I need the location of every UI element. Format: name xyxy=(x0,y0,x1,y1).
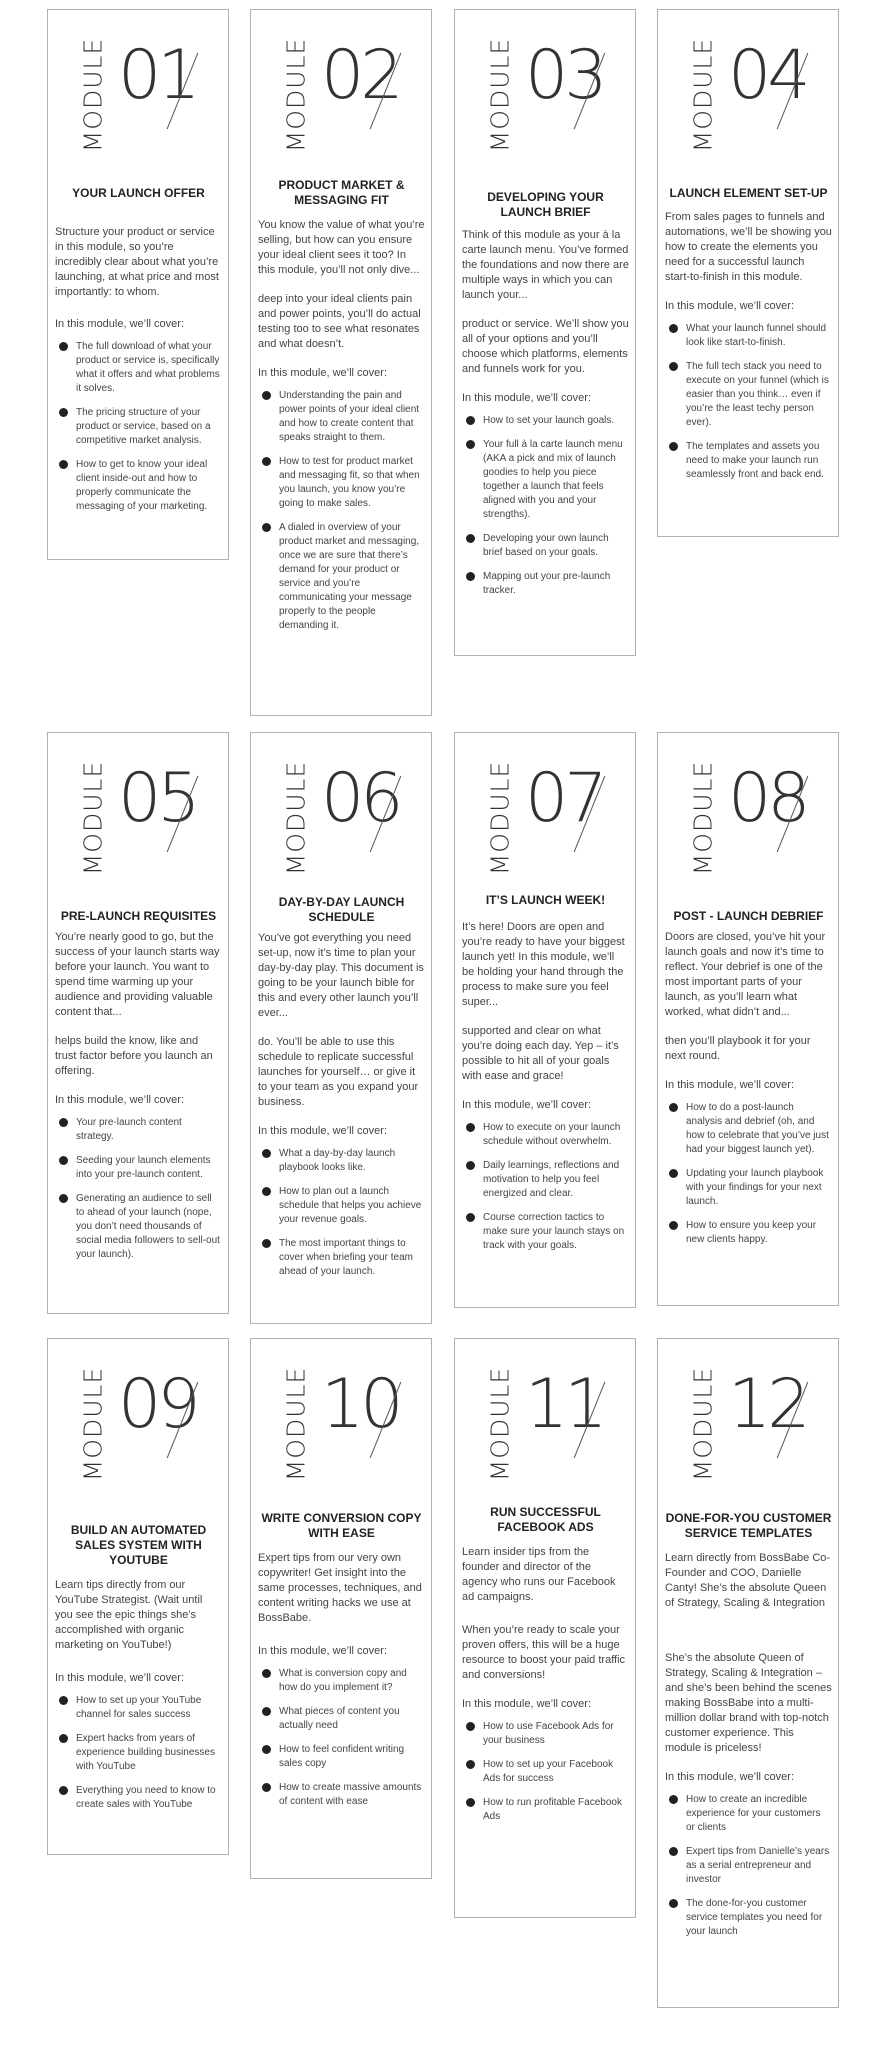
module-number: 12 xyxy=(728,1365,807,1444)
module-description: You know the value of what you’re selling, but how can you ensure your ideal client sees it too? In this module, you’ll not only dive... xyxy=(258,219,425,276)
module-description: Expert tips from our very own copywriter! Get insight into the same processes, techniques, and content writing hacks we use at BossBabe. xyxy=(258,1552,422,1624)
module-number: 08 xyxy=(728,759,807,838)
module-content xyxy=(658,1499,838,1939)
list-item: How to create an incredible experience for your customers or clients xyxy=(665,1793,832,1835)
cover-label: In this module, we’ll cover: xyxy=(462,392,591,404)
module-header xyxy=(455,10,635,170)
cover-label: In this module, we’ll cover: xyxy=(55,1094,184,1106)
module-description-cont: product or service. We’ll show you all of your options and you’ll choose which platforms, elements and funnels work for you. xyxy=(462,318,629,375)
module-header xyxy=(455,1339,635,1499)
cover-list xyxy=(258,389,425,633)
module-title: WRITE CONVERSION COPY WITH EASE xyxy=(261,1511,422,1540)
list-item: Daily learnings, reflections and motivation to help you feel energized and clear. xyxy=(462,1159,629,1201)
module-description: It’s here! Doors are open and you’re ready to have your biggest launch yet! In this module, we’ll be holding your hand through the process to make sure you feel super... xyxy=(462,921,625,1008)
cover-label: In this module, we’ll cover: xyxy=(258,1125,387,1137)
list-item: How to run profitable Facebook Ads xyxy=(462,1796,629,1824)
cover-label: In this module, we’ll cover: xyxy=(258,367,387,379)
module-title: BUILD AN AUTOMATED SALES SYSTEM WITH YOUTUBE xyxy=(70,1523,207,1567)
list-item: Seeding your launch elements into your pre-launch content. xyxy=(55,1154,222,1182)
module-description: Doors are closed, you’ve hit your launch goals and now it’s time to reflect. Your debrief is one of the most important parts of your launch, as you’ll learn what worked, what didn’t and... xyxy=(665,931,826,1018)
module-number: 10 xyxy=(321,1365,400,1444)
module-card-02 xyxy=(250,9,432,716)
module-header xyxy=(658,733,838,893)
cover-label: In this module, we’ll cover: xyxy=(55,1672,184,1684)
cover-list xyxy=(258,1147,425,1279)
list-item: The done-for-you customer service templates you need for your launch xyxy=(665,1897,832,1939)
module-title: POST - LAUNCH DEBRIEF xyxy=(673,909,824,923)
module-description: You’re nearly good to go, but the success of your launch starts way before your launch. You want to spend time warming up your audience and providing valuable content that... xyxy=(55,931,220,1018)
cover-label: In this module, we’ll cover: xyxy=(665,300,794,312)
module-title: PRE-LAUNCH REQUISITES xyxy=(60,909,217,923)
list-item: Expert hacks from years of experience building businesses with YouTube xyxy=(55,1732,222,1774)
module-card-12 xyxy=(657,1338,839,2008)
cover-list xyxy=(665,322,832,482)
module-card-01 xyxy=(47,9,229,560)
list-item: Your full à la carte launch menu (AKA a pick and mix of launch goodies to help you piece together a launch that feels aligned with you and your strengths). xyxy=(462,438,629,522)
cover-label: In this module, we’ll cover: xyxy=(462,1698,591,1710)
list-item: How to execute on your launch schedule without overwhelm. xyxy=(462,1121,629,1149)
module-card-06 xyxy=(250,732,432,1324)
module-label: MODULE xyxy=(688,37,718,153)
module-title: DAY-BY-DAY LAUNCH SCHEDULE xyxy=(278,895,405,924)
list-item: How to set your launch goals. xyxy=(462,414,629,428)
cover-list xyxy=(665,1793,832,1939)
list-item: What a day-by-day launch playbook looks like. xyxy=(258,1147,425,1175)
list-item: What your launch funnel should look like start-to-finish. xyxy=(665,322,832,350)
module-header xyxy=(48,1339,228,1499)
list-item: The most important things to cover when briefing your team ahead of your launch. xyxy=(258,1237,425,1279)
list-item: How to get to know your ideal client inside-out and how to properly communicate the messaging of your marketing. xyxy=(55,458,222,514)
module-title: DEVELOPING YOUR LAUNCH BRIEF xyxy=(487,190,604,219)
module-label: MODULE xyxy=(485,760,515,876)
module-content xyxy=(251,1499,431,1809)
cover-label: In this module, we’ll cover: xyxy=(55,318,184,330)
list-item: Expert tips from Danielle’s years as a serial entrepreneur and investor xyxy=(665,1845,832,1887)
module-label: MODULE xyxy=(78,37,108,153)
list-item: How to plan out a launch schedule that helps you achieve your revenue goals. xyxy=(258,1185,425,1227)
list-item: The full tech stack you need to execute on your funnel (which is easier than you think… even if you’re the least techy person ever). xyxy=(665,360,832,430)
module-card-07 xyxy=(454,732,636,1308)
module-label: MODULE xyxy=(485,37,515,153)
list-item: How to create massive amounts of content with ease xyxy=(258,1781,425,1809)
module-header xyxy=(251,10,431,170)
module-label: MODULE xyxy=(485,1366,515,1482)
module-label: MODULE xyxy=(281,760,311,876)
module-header xyxy=(658,1339,838,1499)
module-number: 05 xyxy=(118,759,197,838)
module-number: 03 xyxy=(525,36,604,115)
module-header xyxy=(251,1339,431,1499)
module-card-05 xyxy=(47,732,229,1314)
list-item: Updating your launch playbook with your findings for your next launch. xyxy=(665,1167,832,1209)
module-card-03 xyxy=(454,9,636,656)
module-content xyxy=(48,893,228,1262)
cover-list xyxy=(55,1116,222,1262)
module-label: MODULE xyxy=(688,760,718,876)
list-item: How to feel confident writing sales copy xyxy=(258,1743,425,1771)
list-item: Understanding the pain and power points of your ideal client and how to create content that speaks straight to them. xyxy=(258,389,425,445)
module-description: Learn insider tips from the founder and director of the agency who runs our Facebook ad campaigns. xyxy=(462,1546,616,1603)
cover-label: In this module, we’ll cover: xyxy=(665,1079,794,1091)
module-content xyxy=(455,170,635,598)
module-description-cont: helps build the know, like and trust factor before you launch an offering. xyxy=(55,1035,213,1077)
list-item: How to use Facebook Ads for your business xyxy=(462,1720,629,1748)
list-item: Course correction tactics to make sure your launch stays on track with your goals. xyxy=(462,1211,629,1253)
module-content xyxy=(48,170,228,514)
module-content xyxy=(658,893,838,1247)
module-card-11 xyxy=(454,1338,636,1918)
cover-label: In this module, we’ll cover: xyxy=(462,1099,591,1111)
cover-list xyxy=(665,1101,832,1247)
module-description: Think of this module as your à la carte launch menu. You’ve formed the foundations and now there are multiple ways in which you can launch your... xyxy=(462,229,629,301)
list-item: How to do a post-launch analysis and debrief (oh, and how to celebrate that you’ve just had your biggest launch yet). xyxy=(665,1101,832,1157)
module-header xyxy=(48,10,228,170)
module-description: Learn directly from BossBabe Co-Founder and COO, Danielle Canty! She’s the absolute Queen of Strategy, Scaling & Integration xyxy=(665,1552,831,1609)
module-title: YOUR LAUNCH OFFER xyxy=(72,186,205,200)
module-title: PRODUCT MARKET & MESSAGING FIT xyxy=(278,178,405,207)
module-label: MODULE xyxy=(78,760,108,876)
module-header xyxy=(48,733,228,893)
list-item: What is conversion copy and how do you implement it? xyxy=(258,1667,425,1695)
module-description: From sales pages to funnels and automations, we’ll be showing you how to create the elements you need for a successful launch start-to-finish in this module. xyxy=(665,211,832,283)
module-number: 09 xyxy=(118,1365,197,1444)
cover-list xyxy=(55,1694,222,1812)
module-card-08 xyxy=(657,732,839,1306)
list-item: How to ensure you keep your new clients happy. xyxy=(665,1219,832,1247)
list-item: Your pre-launch content strategy. xyxy=(55,1116,222,1144)
list-item: The pricing structure of your product or service, based on a competitive market analysis. xyxy=(55,406,222,448)
module-description-cont: do. You’ll be able to use this schedule to replicate successful launches for yourself… or give it to your team as you expand your business. xyxy=(258,1036,419,1108)
module-title: LAUNCH ELEMENT SET-UP xyxy=(669,186,828,200)
module-description: You’ve got everything you need set-up, now it’s time to plan your day-by-day play. This document is going to be your launch bible for this and every other launch you’ll ever... xyxy=(258,932,424,1019)
module-header xyxy=(455,733,635,893)
module-description-cont: deep into your ideal clients pain and power points, you’ll do actual testing too to see what resonates and what doesn’t. xyxy=(258,293,421,350)
module-label: MODULE xyxy=(281,37,311,153)
module-number: 11 xyxy=(525,1365,604,1444)
list-item: Mapping out your pre-launch tracker. xyxy=(462,570,629,598)
module-content xyxy=(658,170,838,482)
module-number: 04 xyxy=(728,36,807,115)
list-item: The templates and assets you need to make your launch run seamlessly front and back end. xyxy=(665,440,832,482)
cover-list xyxy=(55,340,222,514)
cover-label: In this module, we’ll cover: xyxy=(665,1771,794,1783)
module-header xyxy=(658,10,838,170)
module-description-cont: supported and clear on what you’re doing each day. Yep – it’s possible to hit all of your goals with ease and grace! xyxy=(462,1025,619,1082)
list-item: How to set up your YouTube channel for sales success xyxy=(55,1694,222,1722)
list-item: Developing your own launch brief based on your goals. xyxy=(462,532,629,560)
module-content xyxy=(455,893,635,1253)
list-item: The full download of what your product or service is, specifically what it offers and what problems it solves. xyxy=(55,340,222,396)
module-number: 02 xyxy=(321,36,400,115)
cover-list xyxy=(462,1720,629,1824)
module-title: RUN SUCCESSFUL FACEBOOK ADS xyxy=(490,1505,601,1534)
module-content xyxy=(48,1499,228,1812)
cover-list xyxy=(462,414,629,598)
module-label: MODULE xyxy=(688,1366,718,1482)
module-title: DONE-FOR-YOU CUSTOMER SERVICE TEMPLATES xyxy=(665,1511,832,1540)
list-item: Everything you need to know to create sales with YouTube xyxy=(55,1784,222,1812)
module-number: 07 xyxy=(525,759,604,838)
module-title: IT’S LAUNCH WEEK! xyxy=(485,893,606,907)
module-content xyxy=(455,1499,635,1824)
module-number: 01 xyxy=(118,36,197,115)
module-description-cont: When you’re ready to scale your proven offers, this will be a huge resource to boost your paid traffic and conversions! xyxy=(462,1624,626,1681)
module-card-09 xyxy=(47,1338,229,1855)
list-item: What pieces of content you actually need xyxy=(258,1705,425,1733)
module-description-cont: She’s the absolute Queen of Strategy, Scaling & Integration – and she’s been behind the scenes making BossBabe into a multi-million dollar brand with top-notch customer experience. This module is priceless! xyxy=(665,1652,832,1754)
module-header xyxy=(251,733,431,893)
module-card-10 xyxy=(250,1338,432,1879)
list-item: Generating an audience to sell to ahead of your launch (nope, you don’t need thousands of social media followers to sell-out your launch). xyxy=(55,1192,222,1262)
module-number: 06 xyxy=(321,759,400,838)
module-description: Structure your product or service in this module, so you’re incredibly clear about what you’re launching, at what price and most importantly: to whom. xyxy=(55,226,219,298)
module-content xyxy=(251,893,431,1279)
module-card-04 xyxy=(657,9,839,537)
list-item: How to set up your Facebook Ads for success xyxy=(462,1758,629,1786)
module-description-cont: then you’ll playbook it for your next round. xyxy=(665,1035,811,1062)
list-item: A dialed in overview of your product market and messaging, once we are sure that there’s demand for your product or service and you’re communicating your message properly to the people demanding it. xyxy=(258,521,425,633)
module-label: MODULE xyxy=(78,1366,108,1482)
cover-list xyxy=(462,1121,629,1253)
cover-label: In this module, we’ll cover: xyxy=(258,1645,387,1657)
list-item: How to test for product market and messaging fit, so that when you launch, you know you’re going to make sales. xyxy=(258,455,425,511)
module-content xyxy=(251,170,431,633)
module-label: MODULE xyxy=(281,1366,311,1482)
cover-list xyxy=(258,1667,425,1809)
module-description: Learn tips directly from our YouTube Strategist. (Wait until you see the epic things she’s accomplished with organic marketing on YouTube!) xyxy=(55,1579,203,1651)
